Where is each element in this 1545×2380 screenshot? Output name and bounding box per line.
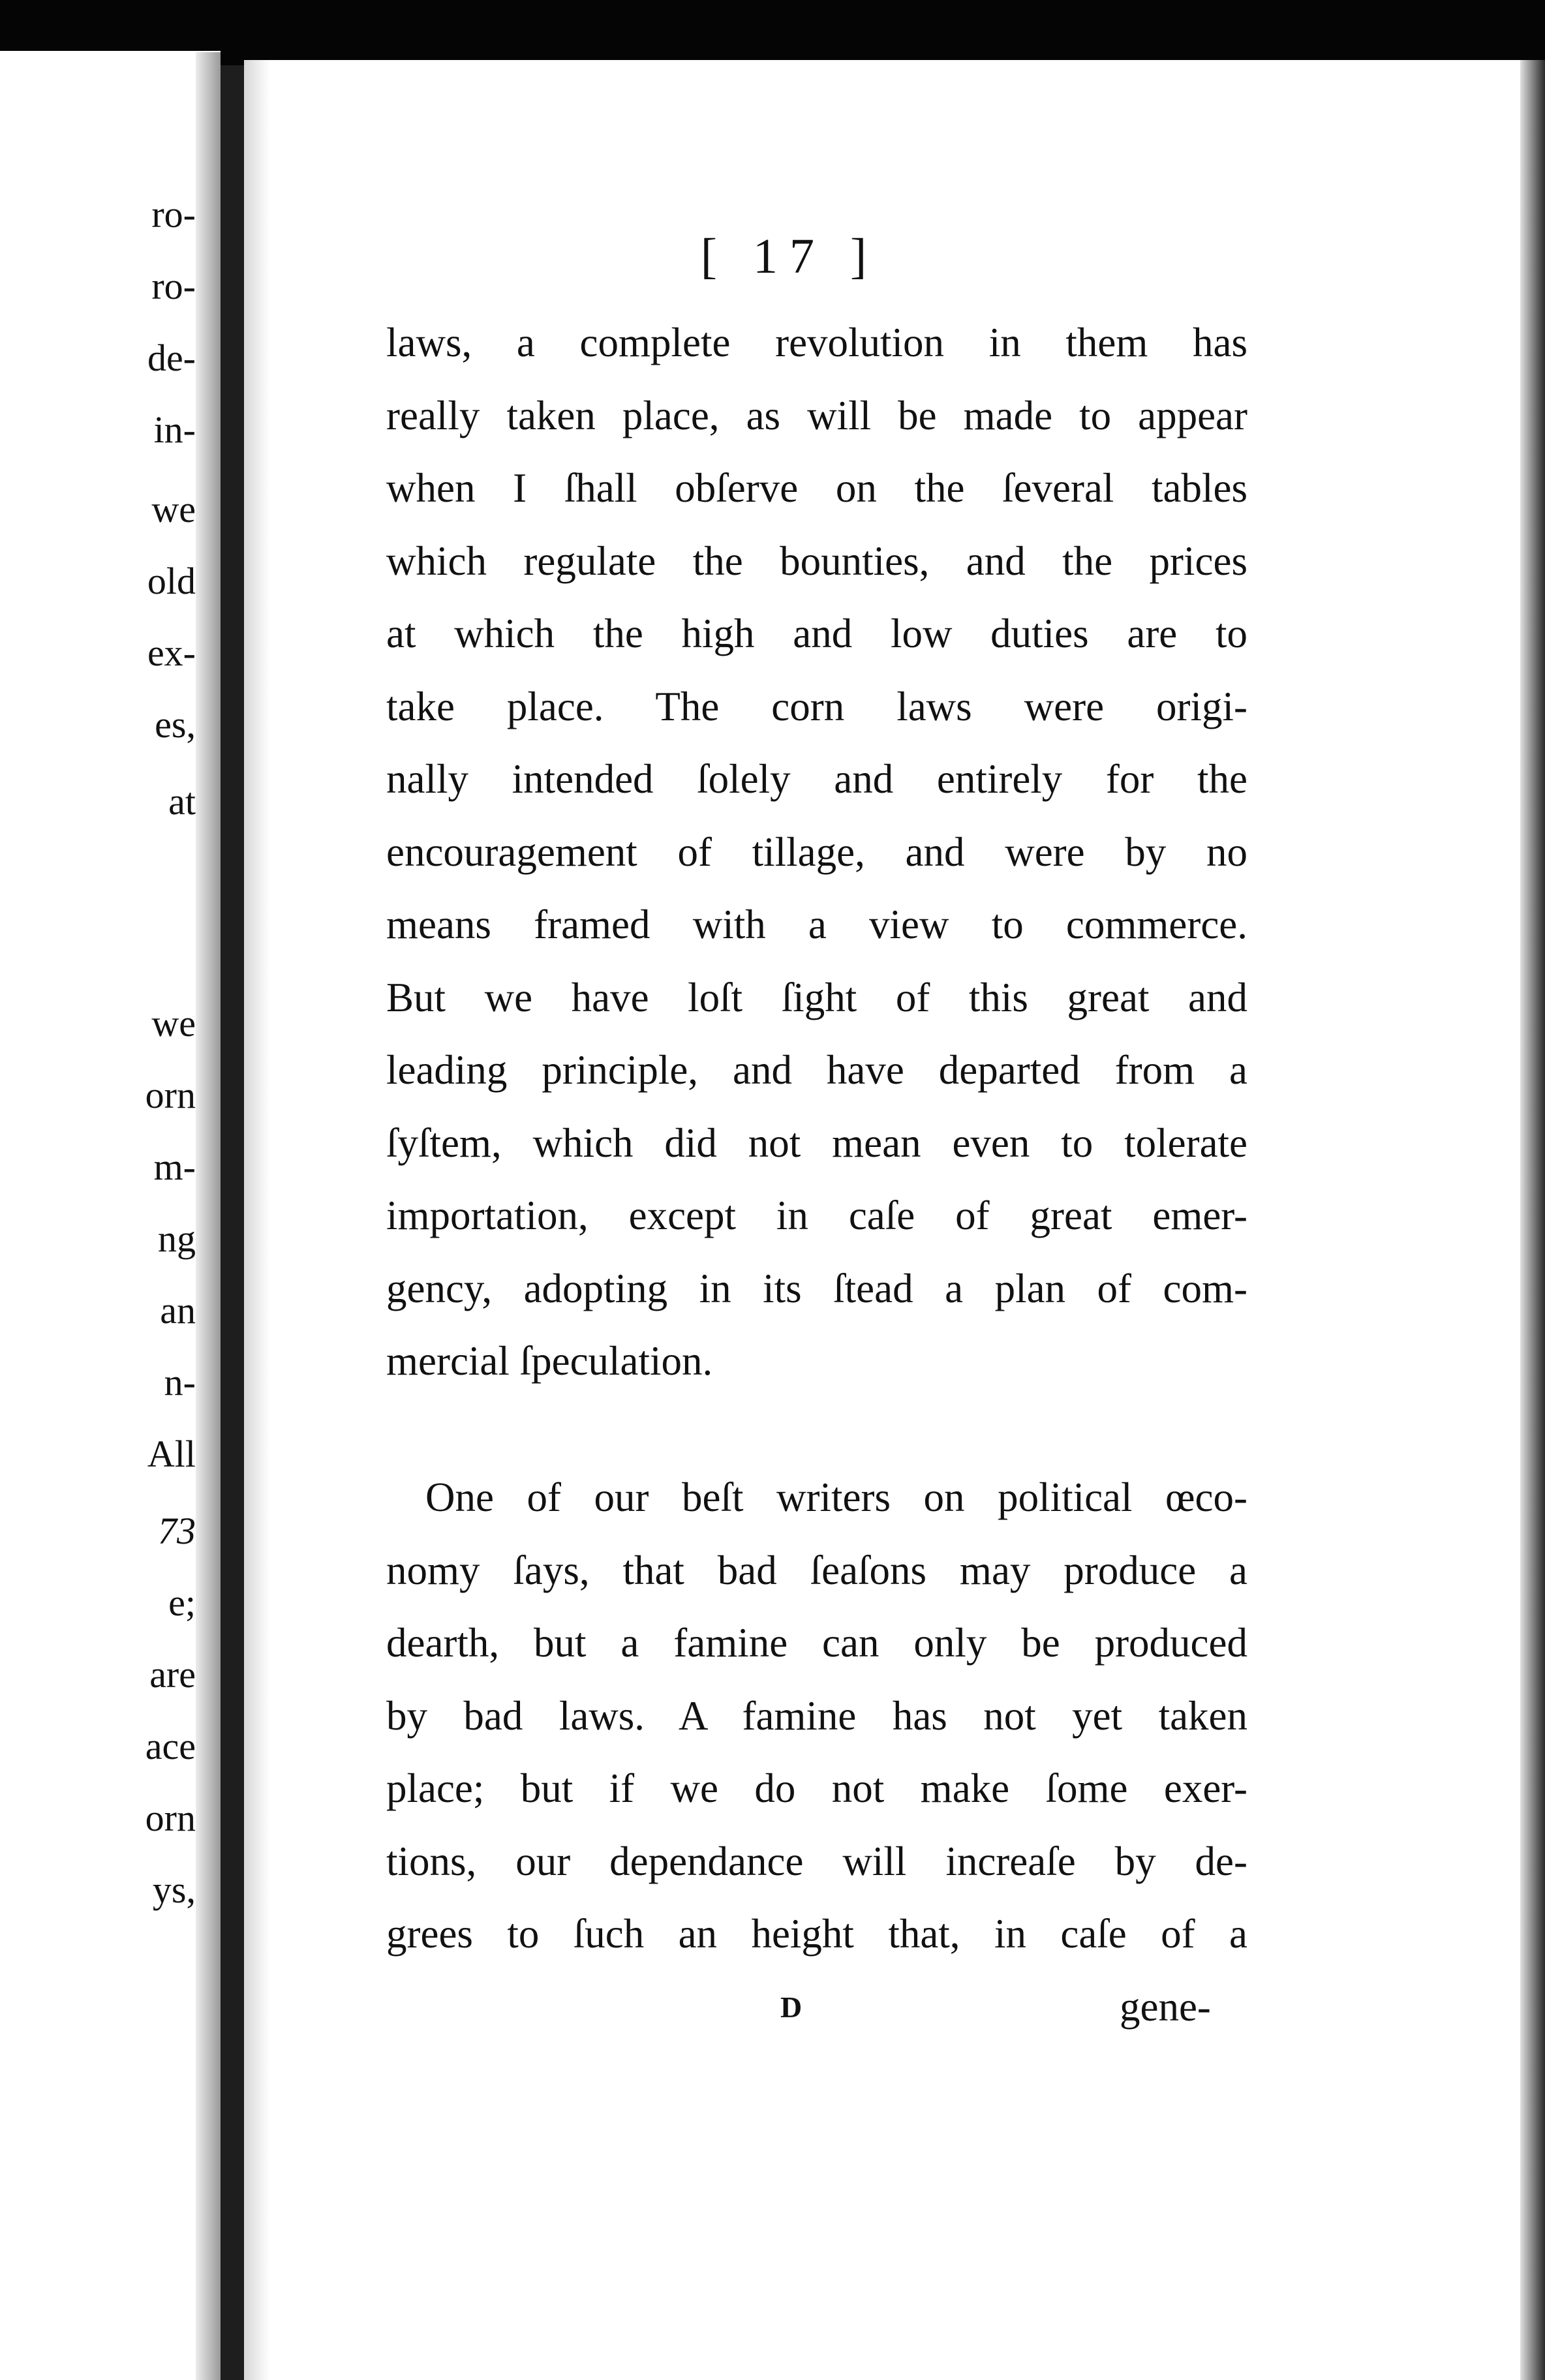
text-line: when I ſhall obſerve on the ſeveral tables xyxy=(386,465,1247,511)
page-inner-shade xyxy=(244,60,270,2380)
left-fragment: we xyxy=(151,1002,196,1045)
text-line: laws, a complete revolution in them has xyxy=(386,320,1247,365)
left-fragment: es, xyxy=(155,703,196,746)
paragraph-1 xyxy=(386,307,1247,1398)
text-line: means framed with a view to commerce. xyxy=(386,902,1247,947)
text-line: by bad laws. A famine has not yet taken xyxy=(386,1692,1247,1739)
text-line: One of our beſt writers on political œco- xyxy=(425,1474,1247,1520)
left-fragment: in- xyxy=(153,408,196,451)
book-gutter xyxy=(221,65,244,2380)
left-fragment: ng xyxy=(158,1217,196,1260)
text-line: grees to ſuch an height that, in caſe of a xyxy=(386,1911,1247,1957)
text-line: nally intended ſolely and entirely for the xyxy=(386,756,1247,802)
left-fragment: old xyxy=(147,560,196,602)
page-right-edge xyxy=(1520,60,1545,2380)
text-line: mercial ſpeculation. xyxy=(386,1338,713,1384)
text-line: take place. The corn laws were origi- xyxy=(386,683,1247,729)
left-fragment: ys, xyxy=(152,1869,196,1911)
text-line: nomy ſays, that bad ſeaſons may produce a xyxy=(386,1547,1247,1593)
page-number-header: [ 17 ] xyxy=(700,229,879,284)
text-line: really taken place, as will be made to appear xyxy=(386,392,1247,438)
catchword: gene- xyxy=(1120,1984,1211,2030)
left-page-shadow xyxy=(196,52,221,2380)
text-line: which regulate the bounties, and the prices xyxy=(386,538,1247,584)
left-fragment: are xyxy=(149,1653,196,1696)
left-fragment: ro- xyxy=(151,265,196,307)
text-line: But we have loſt ſight of this great and xyxy=(386,974,1247,1020)
text-line: ſyſtem, which did not mean even to tolerate xyxy=(386,1120,1247,1166)
left-fragment: ex- xyxy=(147,632,196,674)
left-fragment: we xyxy=(151,488,196,530)
left-fragment: e; xyxy=(168,1581,196,1624)
text-line: dearth, but a famine can only be produced xyxy=(386,1620,1247,1666)
text-line: tions, our dependance will increaſe by de- xyxy=(386,1838,1247,1884)
signature-mark: D xyxy=(780,1991,805,2024)
left-fragment: ace xyxy=(145,1725,196,1767)
left-fragment: n- xyxy=(164,1361,196,1403)
left-fragment: at xyxy=(168,780,196,823)
left-fragment: ro- xyxy=(151,193,196,236)
paragraph-2 xyxy=(386,1461,1247,1971)
left-facing-page xyxy=(0,51,221,2380)
left-fragment: m- xyxy=(153,1146,196,1188)
left-fragment: 73 xyxy=(158,1510,196,1552)
left-fragment: All xyxy=(147,1433,196,1475)
text-line: place; but if we do not make ſome exer- xyxy=(386,1765,1247,1811)
left-fragment: orn xyxy=(145,1074,196,1116)
text-line: at which the high and low duties are to xyxy=(386,611,1247,656)
left-fragment: de- xyxy=(147,337,196,379)
left-fragment: an xyxy=(160,1289,196,1332)
left-fragment: orn xyxy=(145,1797,196,1839)
text-line: gency, adopting in its ſtead a plan of com- xyxy=(386,1265,1247,1311)
text-line: leading principle, and have departed from a xyxy=(386,1047,1247,1093)
text-line: encouragement of tillage, and were by no xyxy=(386,829,1247,875)
text-line: importation, except in caſe of great emer- xyxy=(386,1193,1247,1238)
